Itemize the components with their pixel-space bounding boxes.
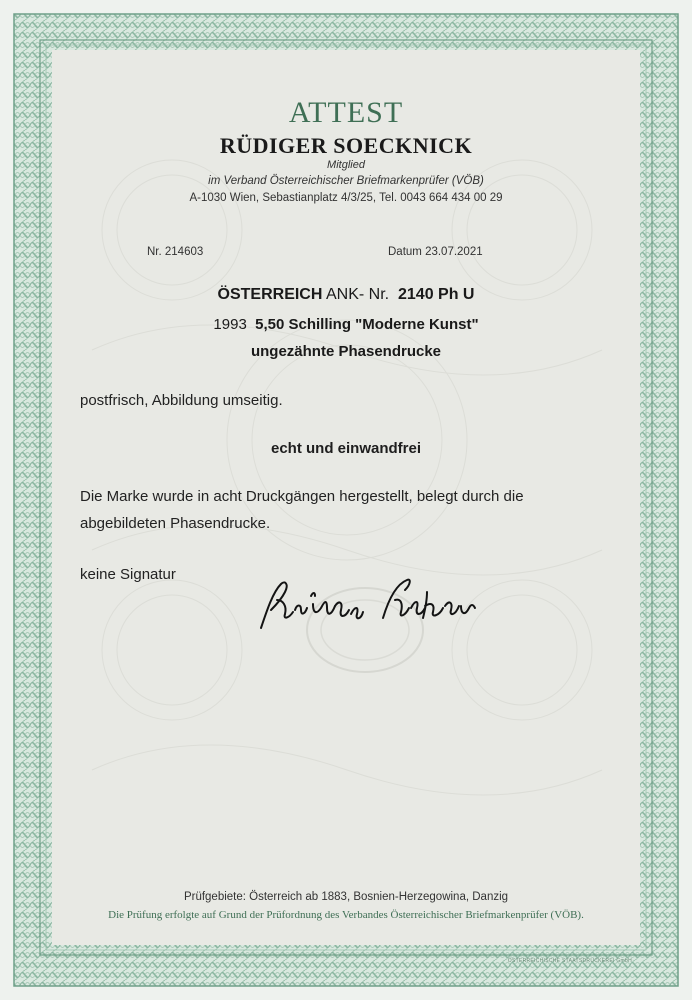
examiner-signature: [255, 570, 485, 640]
regulation-note: Die Prüfung erfolgte auf Grund der Prüfordnung des Verbandes Österreichischer Briefmarkenprüfer (VÖB).: [108, 909, 584, 921]
examiner-name: RÜDIGER SOECKNICK: [219, 133, 473, 158]
note-line-2: abgebildeten Phasendrucke.: [80, 515, 271, 532]
verdict-text: echt und einwandfrei: [270, 440, 421, 457]
certificate-date: Datum 23.07.2021: [388, 246, 483, 258]
signature-note: keine Signatur: [80, 566, 176, 583]
stamp-issue: [0, 316, 692, 333]
certificate-number: Nr. 214603: [147, 246, 204, 258]
note-line-1: Die Marke wurde in acht Druckgängen hergestellt, belegt durch die: [80, 488, 524, 505]
catalog-prefix: ANK- Nr.: [325, 286, 390, 303]
membership-label: Mitglied: [327, 159, 365, 171]
printer-imprint: ÖSTERREICHISCHE STAATSDRUCKEREI GmbH: [507, 958, 632, 964]
issue-year: 1993: [213, 316, 247, 333]
condition-text: postfrisch, Abbildung umseitig.: [80, 392, 283, 409]
stamp-identification: [0, 286, 692, 304]
certificate-title: ATTEST: [288, 96, 404, 129]
address-line: A-1030 Wien, Sebastianplatz 4/3/25, Tel. 0043 664 434 00 29: [189, 192, 503, 204]
stamp-variety: ungezähnte Phasendrucke: [250, 343, 442, 360]
stamp-country: ÖSTERREICH: [217, 286, 323, 303]
association-line: im Verband Österreichischer Briefmarkenprüfer (VÖB): [208, 175, 484, 187]
issue-description: 5,50 Schilling "Moderne Kunst": [255, 316, 479, 333]
examination-areas: Prüfgebiete: Österreich ab 1883, Bosnien-Herzegowina, Danzig: [183, 891, 509, 903]
catalog-number: 2140 Ph U: [398, 286, 475, 303]
